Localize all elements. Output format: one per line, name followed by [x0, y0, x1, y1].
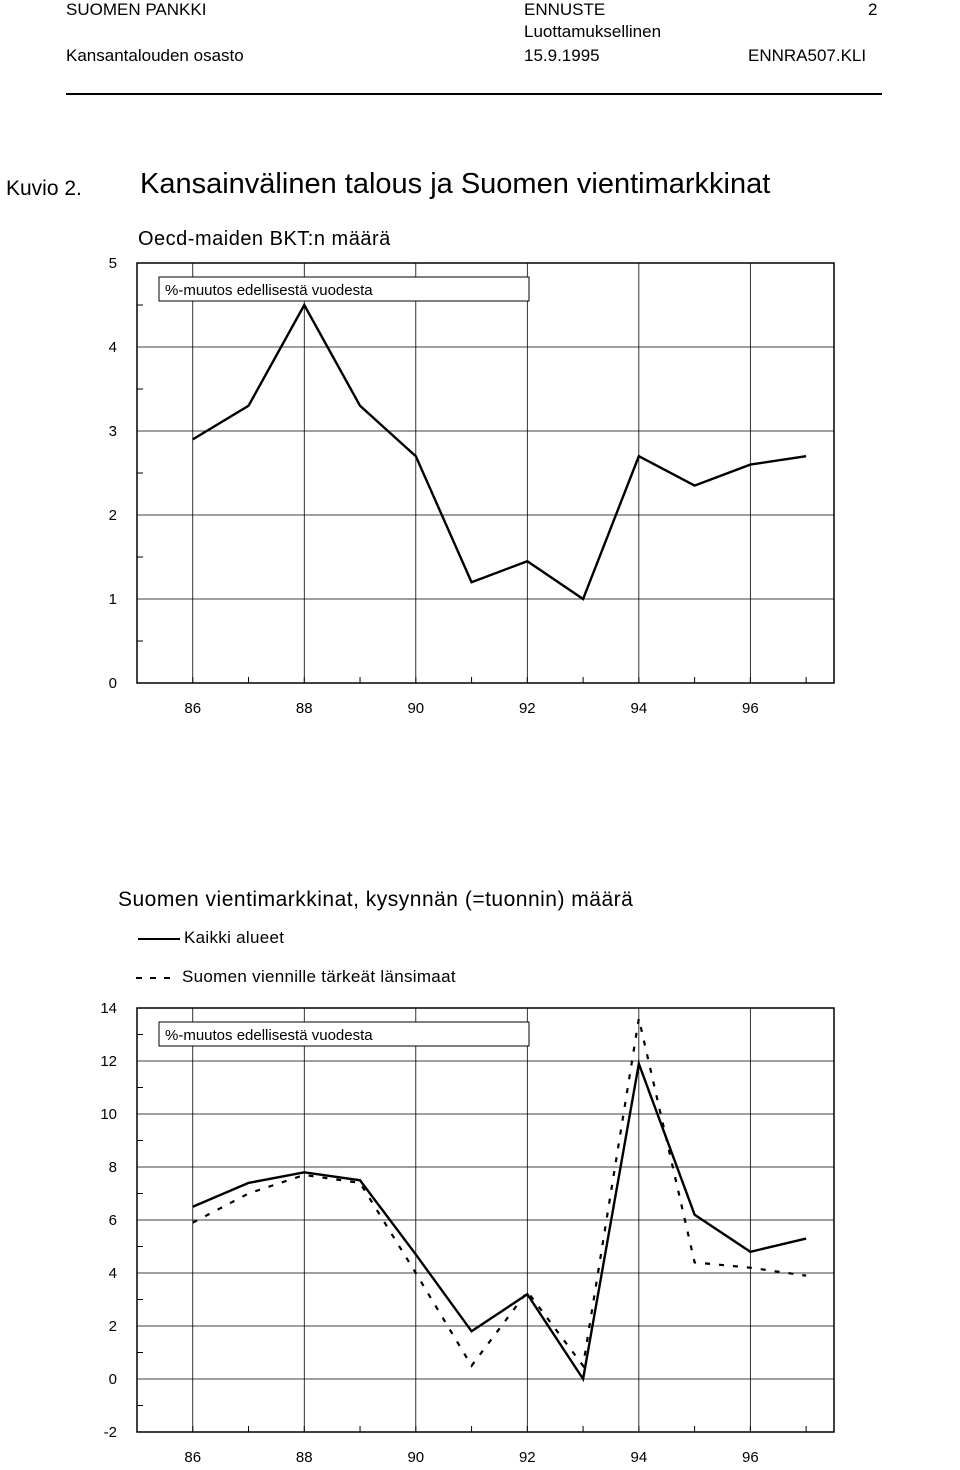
chart2-series-line-1: [193, 1064, 806, 1379]
chart2-x-tick-label: 86: [184, 1449, 202, 1466]
figure-label: Kuvio 2.: [6, 177, 82, 200]
chart1-y-tick-label: 2: [108, 507, 117, 524]
chart1-title: Oecd-maiden BKT:n määrä: [138, 228, 391, 250]
chart2-y-tick-label: 6: [108, 1212, 117, 1229]
header-doc-type: ENNUSTE: [524, 0, 606, 19]
chart2-y-tick-label: 10: [100, 1106, 117, 1123]
header-dept: Kansantalouden osasto: [66, 46, 244, 65]
chart1-y-tick-label: 1: [108, 591, 117, 608]
chart2-y-tick-label: -2: [103, 1424, 117, 1441]
chart1-box-label: %-muutos edellisestä vuodesta: [165, 282, 373, 299]
chart2-y-tick-label: 4: [108, 1265, 117, 1282]
header-doc-code: ENNRA507.KLI: [748, 46, 867, 65]
chart2-x-tick-label: 90: [407, 1449, 425, 1466]
chart2-y-tick-label: 14: [100, 1000, 117, 1017]
legend-label-dashed: Suomen viennille tärkeät länsimaat: [182, 967, 456, 986]
chart2-x-tick-label: 92: [518, 1449, 536, 1466]
header-date: 15.9.1995: [524, 46, 600, 65]
chart1-x-tick-label: 92: [518, 700, 536, 717]
chart2-y-tick-label: 8: [108, 1159, 117, 1176]
chart1-x-tick-label: 88: [295, 700, 313, 717]
legend-label-solid: Kaikki alueet: [184, 928, 285, 947]
chart1-x-tick-label: 86: [184, 700, 202, 717]
header-classification: Luottamuksellinen: [524, 22, 662, 41]
chart2-x-tick-label: 88: [295, 1449, 313, 1466]
chart1-y-tick-label: 3: [108, 423, 117, 440]
figure-title: Kansainvälinen talous ja Suomen vientimarkkinat: [140, 168, 771, 200]
chart2-title: Suomen vientimarkkinat, kysynnän (=tuonnin) määrä: [118, 888, 634, 911]
chart1-y-tick-label: 0: [108, 675, 117, 692]
chart2-box-label: %-muutos edellisestä vuodesta: [165, 1027, 373, 1044]
chart1-y-tick-label: 5: [108, 255, 117, 272]
chart1-x-tick-label: 96: [742, 700, 759, 717]
chart2-y-tick-label: 12: [100, 1053, 117, 1070]
chart2-x-tick-label: 96: [742, 1449, 759, 1466]
chart2-y-tick-label: 0: [108, 1371, 117, 1388]
chart1-x-tick-label: 94: [630, 700, 648, 717]
chart1-y-tick-label: 4: [108, 339, 117, 356]
chart1-x-tick-label: 90: [407, 700, 425, 717]
header-page-number: 2: [868, 0, 878, 19]
chart2-y-tick-label: 2: [108, 1318, 117, 1335]
chart2-x-tick-label: 94: [630, 1449, 648, 1466]
header-org: SUOMEN PANKKI: [66, 0, 207, 19]
